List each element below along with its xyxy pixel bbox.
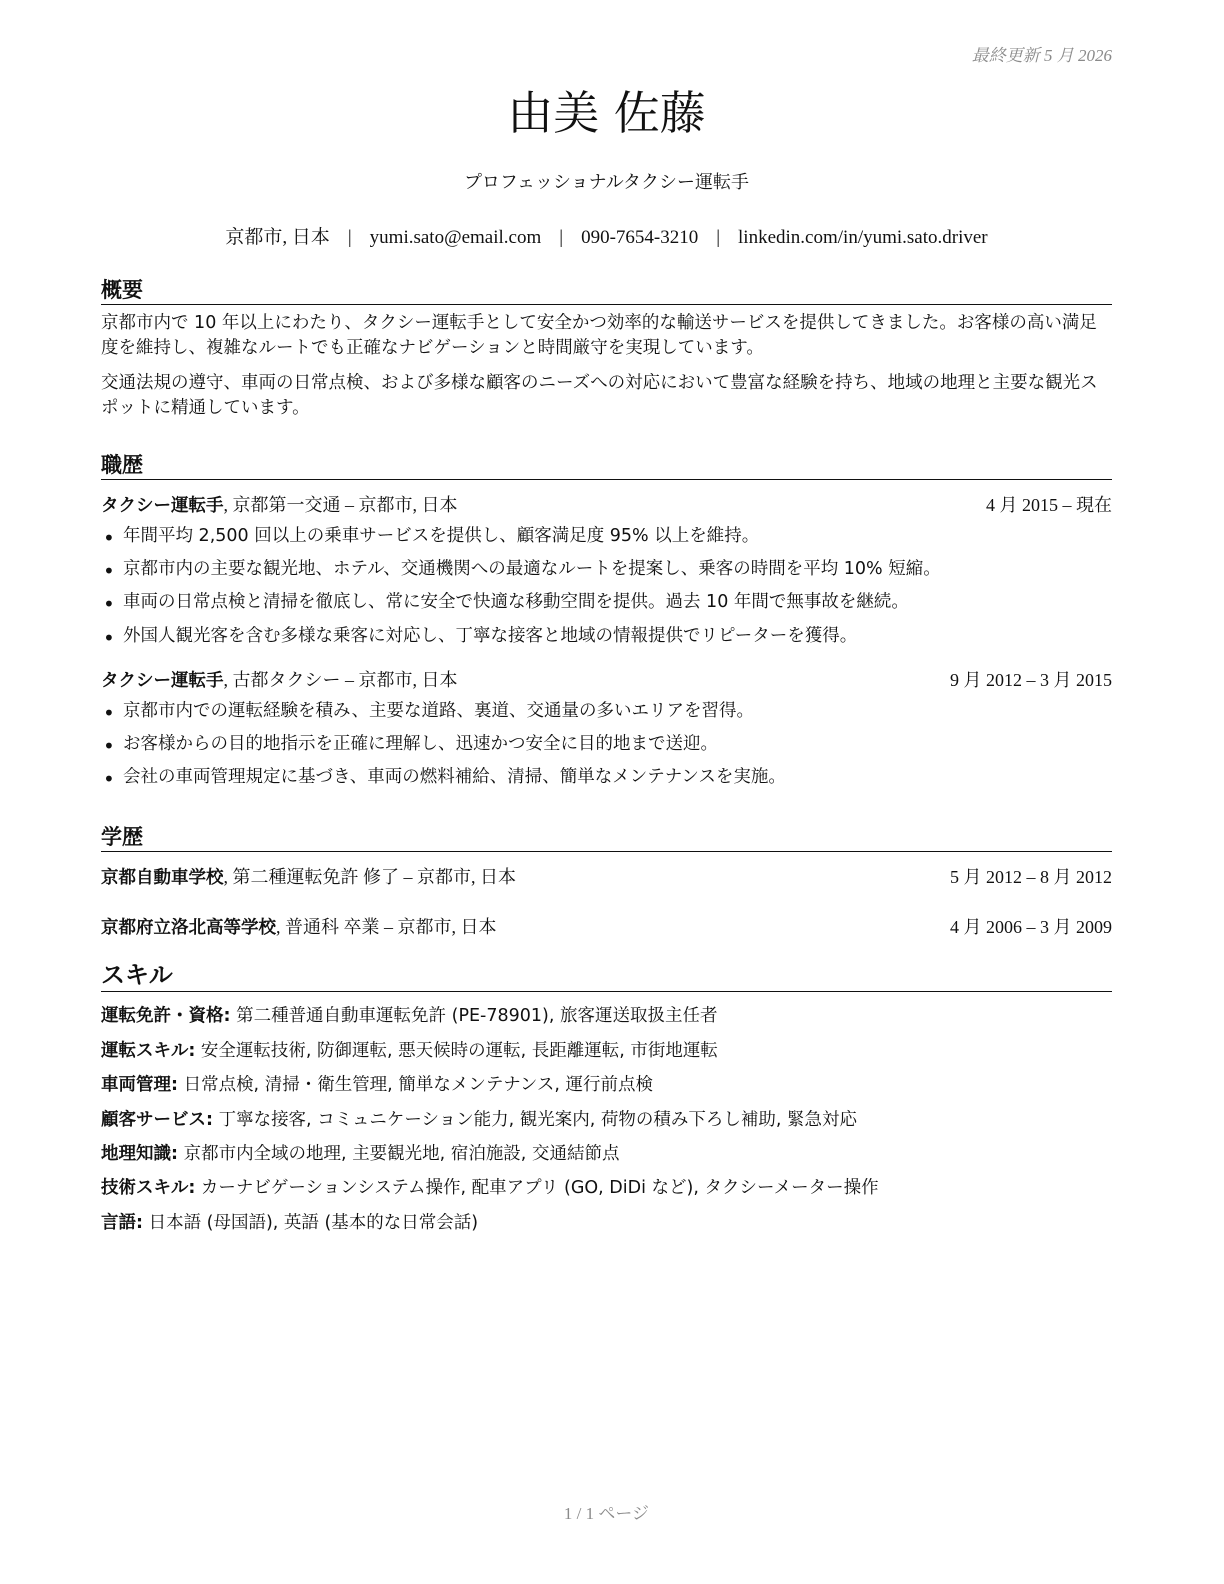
contact-separator: | [716, 227, 721, 248]
contact-separator: | [559, 227, 564, 248]
skill-value: 日本語 (母国語), 英語 (基本的な日常会話) [143, 1212, 479, 1233]
skill-row [101, 1004, 1112, 1029]
job-dates: 4 月 2015 – 現在 [986, 495, 1112, 516]
skill-label: 技術スキル: [101, 1178, 196, 1199]
candidate-name: 由美 佐藤 [507, 86, 706, 140]
skill-row [101, 1142, 1112, 1167]
resume-page [101, 0, 1112, 1584]
education-section [101, 823, 1112, 941]
job-org: , 古都タクシー – 京都市, 日本 [223, 670, 458, 691]
job-header [101, 667, 1112, 694]
skill-label: 運転免許・資格: [101, 1006, 231, 1027]
skill-label: 顧客サービス: [101, 1109, 213, 1130]
last-updated: 最終更新 5 月 2026 [971, 46, 1112, 65]
job-bullet: • 会社の車両管理規定に基づき、車両の燃料補給、清掃、簡単なメンテナンスを実施。 [101, 765, 1112, 790]
education-dates: 5 月 2012 – 8 月 2012 [950, 867, 1112, 888]
job-bullet: • 京都市内での運転経験を積み、主要な道路、裏道、交通量の多いエリアを習得。 [101, 699, 1112, 724]
education-school-detail [101, 864, 516, 891]
contact-phone[interactable]: 090-7654-3210 [581, 227, 699, 248]
skill-label: 言語: [101, 1212, 143, 1233]
skill-row [101, 1073, 1112, 1098]
job-role: タクシー運転手 [101, 496, 224, 517]
skill-row [101, 1108, 1112, 1133]
education-school: 京都府立洛北高等学校 [101, 917, 276, 938]
skill-row [101, 1211, 1112, 1236]
job-role-org [101, 492, 458, 519]
education-school: 京都自動車学校 [101, 868, 224, 889]
contact-email[interactable]: yumi.sato@email.com [369, 227, 542, 248]
contact-linkedin[interactable]: linkedin.com/in/yumi.sato.driver [738, 227, 988, 248]
skill-value: カーナビゲーションシステム操作, 配車アプリ (GO, DiDi など), タクシーメーター操作 [195, 1178, 879, 1199]
skill-value: 京都市内全域の地理, 主要観光地, 宿泊施設, 交通結節点 [178, 1143, 620, 1164]
job-entry [101, 492, 1112, 649]
job-role-org [101, 667, 458, 694]
skill-value: 第二種普通自動車運転免許 (PE-78901), 旅客運送取扱主任者 [230, 1006, 718, 1027]
summary-paragraph: 交通法規の遵守、車両の日常点検、および多様な顧客のニーズへの対応において豊富な経験を持ち、地域の地理と主要な観光スポットに精通しています。 [101, 373, 1098, 418]
job-bullet: • 車両の日常点検と清掃を徹底し、常に安全で快適な移動空間を提供。過去 10 年間で無事故を継続。 [101, 590, 1112, 615]
summary-paragraph: 京都市内で 10 年以上にわたり、タクシー運転手として安全かつ効率的な輸送サービスを提供してきました。お客様の高い満足度を維持し、複雑なルートでも正確なナビゲーションと時間厳守を実現しています。 [101, 313, 1097, 359]
summary-section [101, 276, 1112, 421]
job-bullet: • お客様からの目的地指示を正確に理解し、迅速かつ安全に目的地まで送迎。 [101, 732, 1112, 757]
skill-label: 車両管理: [101, 1075, 178, 1096]
education-dates: 4 月 2006 – 3 月 2009 [950, 916, 1112, 937]
section-heading-summary: 概要 [101, 276, 1112, 305]
skill-row [101, 1039, 1112, 1064]
job-entry [101, 667, 1112, 791]
job-bullets [101, 524, 1112, 650]
job-bullets [101, 699, 1112, 791]
experience-section [101, 451, 1112, 799]
skill-value: 丁寧な接客, コミュニケーション能力, 観光案内, 荷物の積み下ろし補助, 緊急対応 [213, 1109, 858, 1130]
skill-value: 日常点検, 清掃・衛生管理, 簡単なメンテナンス, 運行前点検 [178, 1075, 654, 1096]
job-bullet: • 外国人観光客を含む多様な乗客に対応し、丁寧な接客と地域の情報提供でリピーターを獲得。 [101, 624, 1112, 649]
candidate-title: プロフェッショナルタクシー運転手 [463, 172, 750, 193]
skill-value: 安全運転技術, 防御運転, 悪天候時の運転, 長距離運転, 市街地運転 [195, 1040, 718, 1061]
contact-separator: | [347, 227, 352, 248]
job-header [101, 492, 1112, 519]
education-entry [101, 864, 1112, 891]
skills-section [101, 959, 1112, 1245]
skill-label: 地理知識: [101, 1143, 178, 1164]
skills-list [101, 1004, 1112, 1236]
education-school-detail [101, 914, 497, 941]
skill-label: 運転スキル: [101, 1040, 196, 1061]
section-heading-experience: 職歴 [101, 451, 1112, 480]
page-number: 1 / 1 ページ [563, 1504, 650, 1523]
job-bullet: • 年間平均 2,500 回以上の乗車サービスを提供し、顧客満足度 95% 以上を維持。 [101, 524, 1112, 549]
contact-line [101, 224, 1112, 252]
job-dates: 9 月 2012 – 3 月 2015 [950, 670, 1112, 691]
section-heading-skills: スキル [101, 959, 1112, 992]
education-detail: , 第二種運転免許 修了 – 京都市, 日本 [223, 867, 516, 888]
skill-row [101, 1176, 1112, 1201]
education-detail: , 普通科 卒業 – 京都市, 日本 [276, 916, 497, 937]
job-bullet: • 京都市内の主要な観光地、ホテル、交通機関への最適なルートを提案し、乗客の時間を平均 10% 短縮。 [101, 557, 1112, 582]
section-heading-education: 学歴 [101, 823, 1112, 852]
contact-location: 京都市, 日本 [225, 227, 330, 248]
education-entry [101, 914, 1112, 941]
job-role: タクシー運転手 [101, 671, 224, 692]
job-org: , 京都第一交通 – 京都市, 日本 [223, 495, 458, 516]
